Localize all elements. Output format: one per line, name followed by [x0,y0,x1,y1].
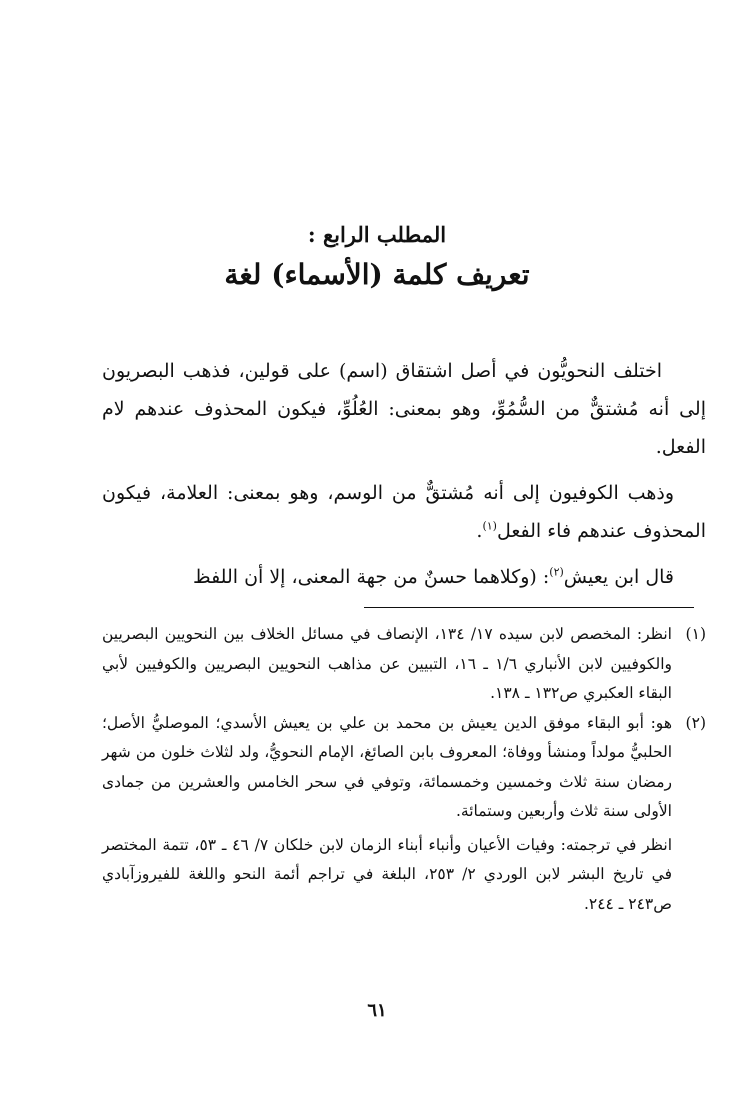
paragraph-text: : (وكلاهما حسنٌ من جهة المعنى، إلا أن اللفظ [193,566,550,588]
page-number: ٦١ [367,1000,387,1021]
paragraph-text: اختلف النحويُّون في أصل اشتقاق (اسم) على قولين، فذهب البصريون إلى أنه مُشتقٌّ من السُّمُوِّ، وهو بمعنى: العُلُوِّ، فيكون المحذوف عندهم لام الفعل. [102,360,706,458]
footnote [102,620,706,709]
footnote-number: (٢) [685,713,706,732]
main-text [102,352,706,604]
footnote-ref[interactable]: (١) [482,519,497,533]
paragraph [102,558,706,596]
section-title: تعريف كلمة (الأسماء) لغة [224,258,530,291]
footnote-text: هو: أبو البقاء موفق الدين يعيش بن محمد بن علي بن يعيش الأسدي؛ الموصليُّ الأصل؛ الحلبيُّ مولداً ومنشأ ووفاة؛ المعروف بابن الصائغ، الإمام النحويُّ، ولد لثلاث خلون من شهر رمضان سنة ثلاث وخمسين وخمسمائة، وتوفي في سحر الخامس والعشرين من جمادى الأولى سنة ثلاث وأربعين وستمائة. [102,713,672,820]
paragraph [102,352,706,466]
footnote-ref[interactable]: (٢) [549,565,564,579]
footnote-number: (١) [685,625,706,643]
footnote-text: انظر: المخصص لابن سيده ١٧/ ١٣٤، الإنصاف في مسائل الخلاف بين النحويين البصريين والكوفيين لابن الأنباري ١/٦ ـ ١٦، التبيين عن مذاهب النحويين البصريين والكوفيين لأبي البقاء العكبري ص١٣٢ ـ ١٣٨. [102,625,672,702]
section-label: المطلب الرابع : [307,222,447,247]
footnote [102,709,706,827]
paragraph-text: وذهب الكوفيون إلى أنه مُشتقٌّ من الوسم، وهو بمعنى: العلامة، فيكون المحذوف عندهم فاء الفعل [102,482,706,542]
footnote-sources: انظر في ترجمته: وفيات الأعيان وأنباء أبناء الزمان لابن خلكان ٧/ ٤٦ ـ ٥٣، تتمة المختصر في تاريخ البشر لابن الوردي ٢/ ٢٥٣، البلغة في تراجم أئمة النحو واللغة للفيروزآبادي ص٢٤٣ ـ ٢٤٤. [102,835,673,913]
footnotes [102,620,706,919]
footnote-separator [364,607,694,608]
paragraph-tail: . [476,520,483,542]
paragraph [102,474,706,550]
paragraph-text: قال ابن يعيش [563,566,674,588]
